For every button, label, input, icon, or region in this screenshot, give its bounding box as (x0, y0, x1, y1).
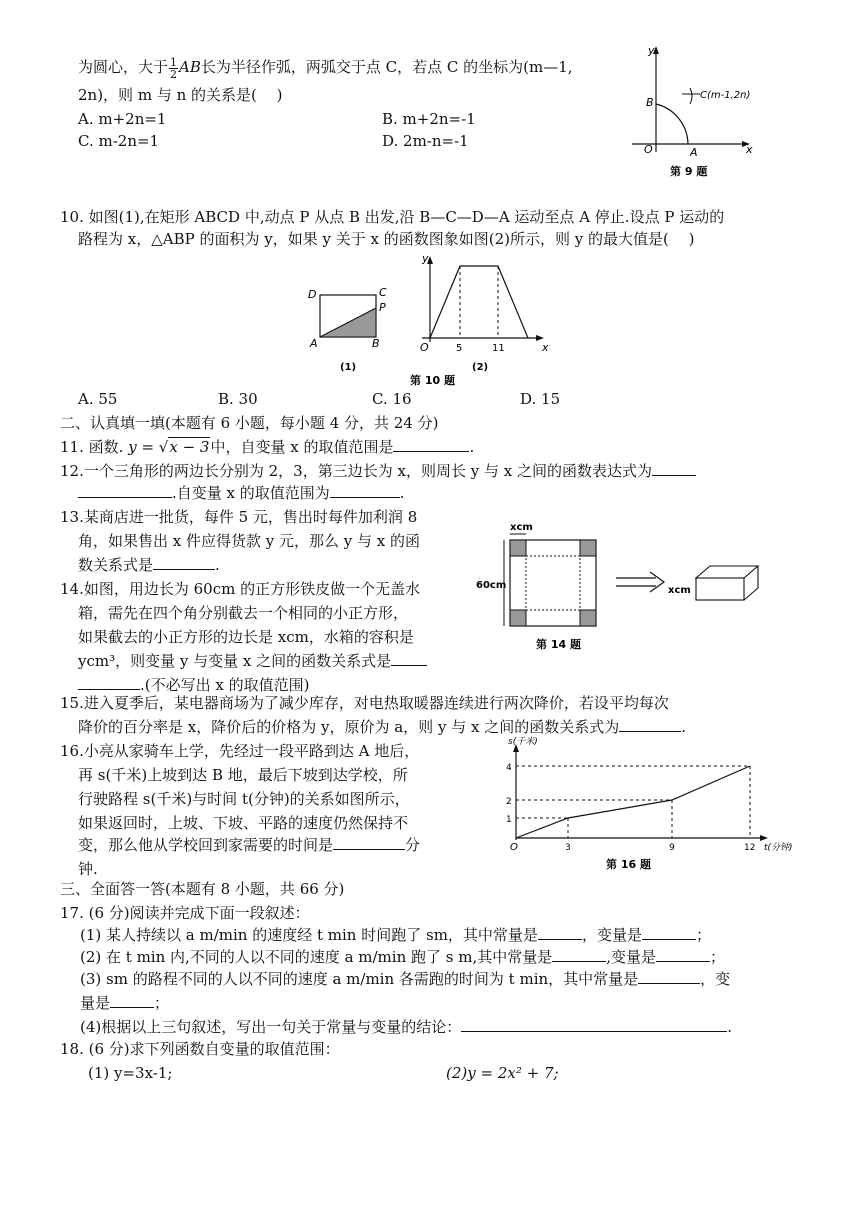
q11: 11. 函数. y = √x − 3中，自变量 x 的取值范围是 . (60, 438, 475, 456)
q10-fig1-label: (1) (340, 362, 357, 373)
q10-fig2-label: (2) (472, 362, 489, 373)
q16-o-label: O (510, 842, 518, 853)
q14-caption: 第 14 题 (536, 638, 581, 651)
q16-line3: 行驶路程 s(千米)与时间 t(分钟)的关系如图所示， (78, 790, 410, 808)
q14-line3: 如果截去的小正方形的边长是 xcm，水箱的容积是 (78, 628, 414, 646)
q17-statement-2: (2) 在 t min 内,不同的人以不同的速度 a m/min 跑了 s m,其中常量是 ,变量是 ； (80, 948, 726, 966)
q16-tick-x3: 3 (565, 843, 571, 853)
q18-part-2: (2)y = 2x² + 7; (446, 1064, 559, 1082)
q14-xcm-side: xcm (668, 585, 691, 596)
q10-option-d: D. 15 (520, 390, 561, 408)
q17-2-constant-blank[interactable] (552, 947, 606, 962)
q17-statement-3b: 量是 ； (80, 994, 170, 1012)
q14-line4: ycm³，则变量 y 与变量 x 之间的函数关系式是 (78, 650, 427, 672)
q16-line6: 钟. (78, 860, 98, 878)
q9-o-label: O (644, 143, 653, 156)
q10-tick-5: 5 (456, 343, 463, 354)
q9-option-a: A. m+2n=1 (78, 110, 167, 128)
q12-answer-blank-1b[interactable] (78, 483, 172, 498)
q10-o-label: O (420, 341, 429, 354)
q9-y-label: y (648, 44, 655, 57)
q9-a-label: A (690, 146, 698, 159)
q16-tick-4: 4 (506, 763, 512, 773)
q17-2-variable-blank[interactable] (656, 947, 710, 962)
q14-answer-blank-b[interactable] (78, 675, 140, 690)
q16-caption: 第 16 题 (606, 858, 651, 871)
q14-line2: 箱，需先在四个角分别截去一个相同的小正方形， (78, 604, 409, 622)
q10-tick-11: 11 (492, 343, 505, 354)
q17-4-conclusion-blank[interactable] (461, 1017, 727, 1032)
q10-c-label: C (379, 286, 387, 299)
q10-a-label: A (310, 337, 318, 350)
q11-radicand: x − 3 (169, 438, 210, 456)
q17-1-variable-blank[interactable] (642, 925, 696, 940)
q16-line4: 如果返回时，上坡、下坡、平路的速度仍然保持不 (78, 814, 409, 832)
q18-heading: 18. (6 分)求下列函数自变量的取值范围： (60, 1040, 340, 1058)
q9-caption: 第 9 题 (670, 165, 708, 178)
q10-option-b: B. 30 (218, 390, 258, 408)
q10-d-label: D (308, 288, 317, 301)
q17-statement-1: (1) 某人持续以 a m/min 的速度经 t min 时间跑了 sm，其中常量是 ，变量是 ； (80, 926, 711, 944)
q10-b-label: B (372, 337, 380, 350)
q14-line1: 14.如图，用边长为 60cm 的正方形铁皮做一个无盖水 (60, 580, 421, 598)
q13-line2: 角，如果售出 x 件应得货款 y 元，那么 y 与 x 的函 (78, 532, 421, 550)
q16-tick-x12: 12 (744, 843, 756, 853)
q12-answer-blank-1[interactable] (652, 461, 696, 476)
q13-line1: 13.某商店进一批货，每件 5 元，售出时每件加利润 8 (60, 508, 418, 526)
q15-line2: 降价的百分率是 x，降价后的价格为 y，原价为 a，则 y 与 x 之间的函数关系式为 . (78, 718, 686, 736)
q9-option-c: C. m-2n=1 (78, 132, 160, 150)
q17-3-constant-blank[interactable] (638, 969, 700, 984)
q12-answer-blank-2[interactable] (330, 483, 400, 498)
q10-p-label: P (379, 301, 386, 314)
q12-line2: .自变量 x 的取值范围为 . (78, 482, 405, 504)
q16-tick-x9: 9 (669, 843, 675, 853)
q9-b-label: B (646, 96, 654, 109)
q17-statement-3: (3) sm 的路程不同的人以不同的速度 a m/min 各需跑的时间为 t min，其中常量是 ，变 (80, 970, 731, 988)
q10-line2: 路程为 x，△ABP 的面积为 y，如果 y 关于 x 的函数图象如图(2)所示，则 y 的最大值是( ) (78, 230, 695, 248)
fraction-half: $\frac{1}{2}$ (170, 55, 178, 81)
q9-c-label: C(m-1,2n) (700, 90, 751, 101)
q11-answer-blank[interactable] (393, 437, 469, 452)
q13-answer-blank[interactable] (153, 555, 215, 570)
q9-option-b: B. m+2n=-1 (382, 110, 476, 128)
section-2-heading: 二、认真填一填(本题有 6 小题，每小题 4 分，共 24 分) (60, 414, 439, 432)
q9-x-label: x (746, 143, 753, 156)
q15-answer-blank[interactable] (619, 717, 681, 732)
q10-caption: 第 10 题 (410, 374, 455, 387)
q10-option-a: A. 55 (78, 390, 118, 408)
q9-option-d: D. 2m-n=-1 (382, 132, 469, 150)
q10-option-c: C. 16 (372, 390, 412, 408)
q17-statement-4: (4)根据以上三句叙述，写出一句关于常量与变量的结论： . (80, 1018, 733, 1036)
q14-line5: .(不必写出 x 的取值范围) (78, 674, 309, 696)
q10-figures (300, 250, 580, 390)
q15-line1: 15.进入夏季后，某电器商场为了减少库存，对电热取暖器连续进行两次降价，若设平均每次 (60, 694, 669, 712)
q17-heading: 17. (6 分)阅读并完成下面一段叙述： (60, 904, 310, 922)
q14-xcm-top: xcm (510, 522, 533, 533)
q10-line1: 10. 如图(1),在矩形 ABCD 中,动点 P 从点 B 出发,沿 B—C—D—A 运动至点 A 停止.设点 P 运动的 (60, 208, 725, 226)
q17-1-constant-blank[interactable] (538, 925, 582, 940)
q14-answer-blank[interactable] (391, 651, 427, 666)
q14-figure (474, 516, 774, 656)
q16-line1: 16.小亮从家骑车上学，先经过一段平路到达 A 地后， (60, 742, 420, 760)
q16-answer-blank[interactable] (333, 835, 405, 850)
q17-3-variable-blank[interactable] (110, 993, 154, 1008)
q9-line1: 为圆心，大于 $\frac{1}{2}$ AB长为半径作弧，两弧交于点 C，若点 C 的坐标为(m—1, (78, 55, 573, 81)
q16-figure (496, 736, 826, 876)
q9-line2: 2n)，则 m 与 n 的关系是( ) (78, 86, 283, 104)
q16-s-label: s(千米) (508, 737, 538, 747)
q10-x-label: x (542, 341, 549, 354)
q12-line1: 12.一个三角形的两边长分别为 2，3，第三边长为 x，则周长 y 与 x 之间的函数表达式为 (60, 460, 696, 482)
q14-side-label: 60cm (476, 580, 507, 591)
q16-line5: 变，那么他从学校回到家需要的时间是 分 (78, 836, 421, 854)
q16-t-label: t(分钟) (764, 843, 793, 853)
q16-tick-1: 1 (506, 815, 512, 825)
section-3-heading: 三、全面答一答(本题有 8 小题，共 66 分) (60, 880, 345, 898)
q18-part-1: (1) y=3x-1; (88, 1064, 173, 1082)
q16-tick-2: 2 (506, 797, 512, 807)
q9-figure (618, 40, 768, 180)
q13-line3: 数关系式是 . (78, 556, 220, 574)
q16-line2: 再 s(千米)上坡到达 B 地，最后下坡到达学校，所 (78, 766, 408, 784)
q10-y-label: y (422, 252, 429, 265)
